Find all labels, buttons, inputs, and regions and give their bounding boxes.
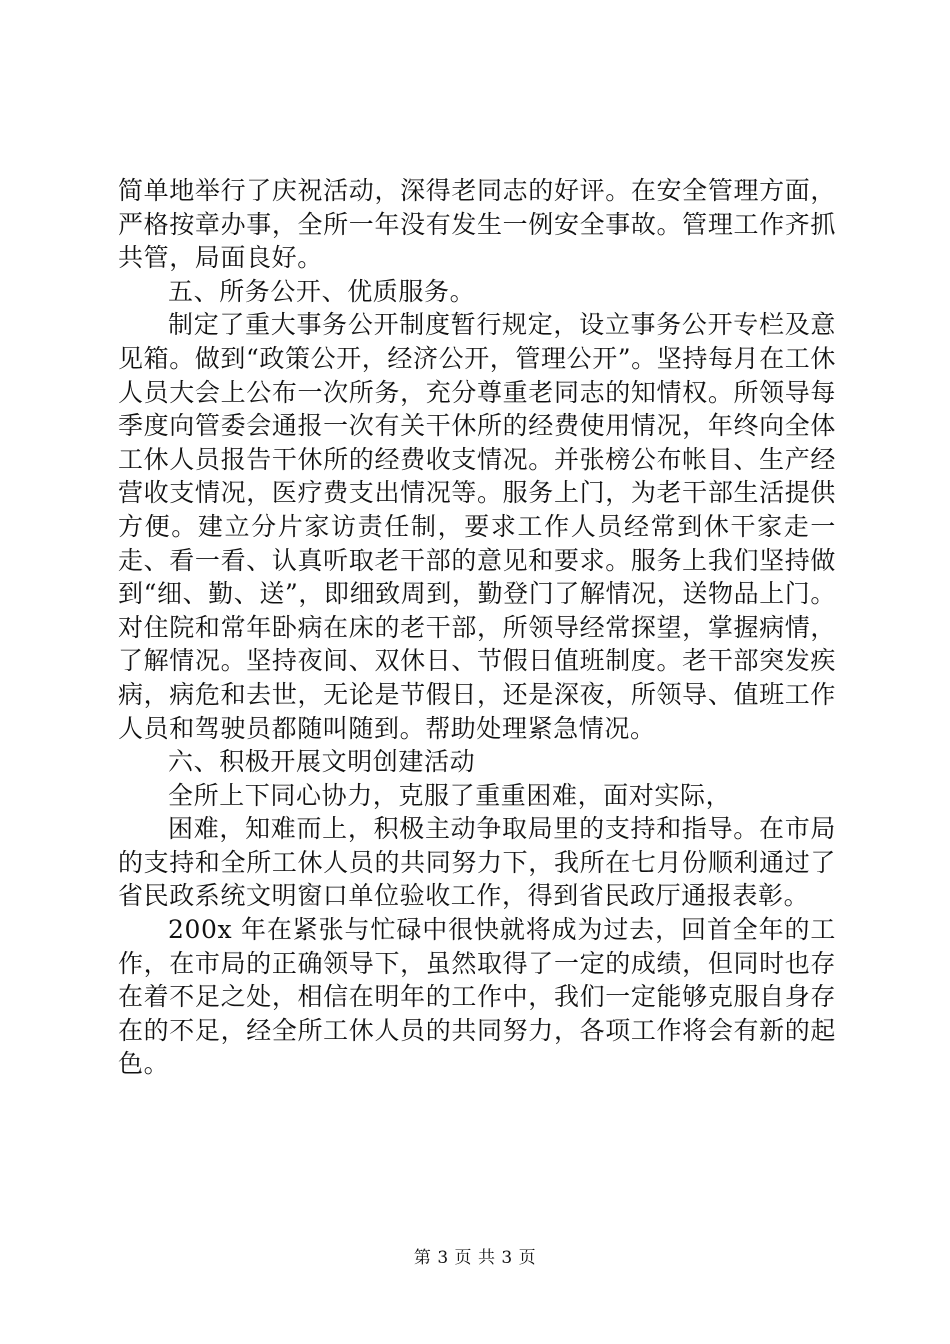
paragraph-2: 制定了重大事务公开制度暂行规定，设立事务公开专栏及意见箱。做到“政策公开，经济公开，管理公开”。坚持每月在工休人员大会上公布一次所务，充分尊重老同志的知情权。所领导每季度向管委会通报一次有关干休所的经费使用情况，年终向全体工休人员报告干休所的经费收支情况。并张榜公布帐目、生产经营收支情况，医疗费支出情况等。服务上门，为老干部生活提供方便。建立分片家访责任制，要求工作人员经常到休干家走一走、看一看、认真听取老干部的意见和要求。服务上我们坚持做到“细、勤、送”，即细致周到，勤登门了解情况，送物品上门。对住院和常年卧病在床的老干部，所领导经常探望，掌握病情，了解情况。坚持夜间、双休日、节假日值班制度。老干部突发疾病，病危和去世，无论是节假日，还是深夜，所领导、值班工作人员和驾驶员都随叫随到。帮助处理紧急情况。 <box>118 310 836 743</box>
page-number-footer: 第 3 页 共 3 页 <box>413 1248 537 1268</box>
paragraph-4: 困难，知难而上，积极主动争取局里的支持和指导。在市局的支持和全所工休人员的共同努力下，我所在七月份顺利通过了省民政系统文明窗口单位验收工作，得到省民政厅通报表彰。 <box>118 814 836 911</box>
paragraph-5: 200x 年在紧张与忙碌中很快就将成为过去，回首全年的工作，在市局的正确领导下，虽然取得了一定的成绩，但同时也存在着不足之处，相信在明年的工作中，我们一定能够克服自身存在的不足，经全所工休人员的共同努力，各项工作将会有新的起色。 <box>118 915 836 1079</box>
paragraph-1: 简单地举行了庆祝活动，深得老同志的好评。在安全管理方面，严格按章办事，全所一年没有发生一例安全事故。管理工作齐抓共管，局面良好。 <box>118 176 836 273</box>
paragraph-3: 全所上下同心协力，克服了重重困难，面对实际， <box>168 780 732 810</box>
section-heading-5: 五、所务公开、优质服务。 <box>168 276 476 306</box>
section-heading-6: 六、积极开展文明创建活动 <box>168 747 476 777</box>
document-body <box>118 174 836 1081</box>
